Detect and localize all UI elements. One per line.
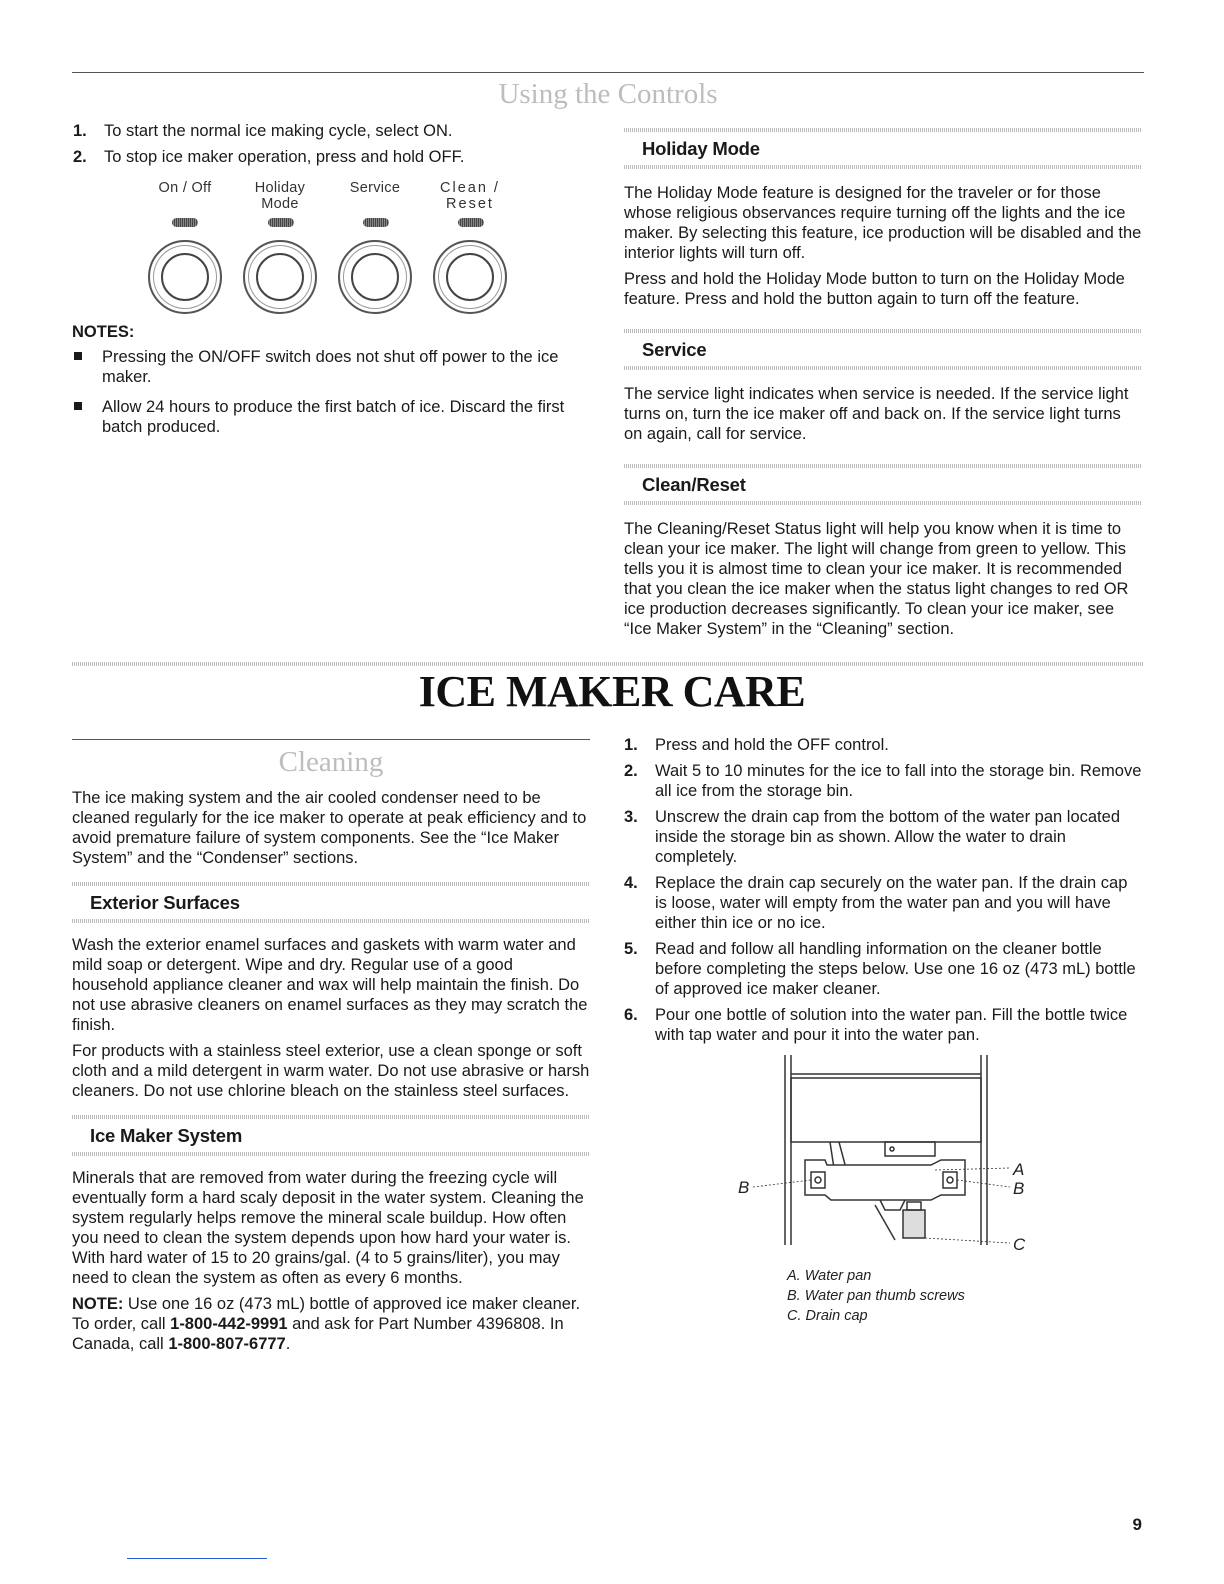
list-item: 2. Wait 5 to 10 minutes for the ice to fall into the storage bin. Remove all ice from the storage bin. bbox=[624, 762, 1142, 800]
controls-right-column bbox=[624, 128, 1142, 645]
notes-list bbox=[72, 347, 580, 447]
clean-reset-heading: Clean/Reset bbox=[642, 474, 746, 495]
controls-section-title: Using the Controls bbox=[498, 78, 718, 110]
list-item: 1. To start the normal ice making cycle, select ON. bbox=[73, 122, 453, 140]
on-off-label: On / Off bbox=[158, 180, 212, 196]
service-paragraph: The service light indicates when service is needed. If the service light turns on, turn the ice maker off and back on. If the service light turns on again, call for service. bbox=[624, 385, 1129, 443]
on-off-indicator-light bbox=[172, 218, 198, 227]
holiday-mode-heading: Holiday Mode bbox=[642, 138, 760, 159]
ice-maker-system-paragraph: Minerals that are removed from water during the freezing cycle will eventually form a hard scaly deposit in the water system. Cleaning the system regularly helps remove the mineral scale buildup. How often you need to clean the system depends upon how hard your water is. With hard water of 15 to 20 grains/gal. (4 to 5 grains/liter), you may need to clean the system as often as every 6 months. bbox=[72, 1169, 584, 1287]
list-item: 5. Read and follow all handling information on the cleaner bottle before completing the steps below. Use one 16 oz (473 mL) bottle of approved ice maker cleaner. bbox=[624, 940, 1136, 998]
clean-reset-label: Clean / Reset bbox=[440, 180, 500, 212]
clean-reset-button[interactable] bbox=[433, 240, 507, 314]
cleaning-steps bbox=[624, 735, 1142, 1051]
on-off-button[interactable] bbox=[148, 240, 222, 314]
holiday-mode-button[interactable] bbox=[243, 240, 317, 314]
water-pan-diagram bbox=[735, 1050, 1045, 1255]
caption-water-pan: A. Water pan bbox=[787, 1268, 872, 1284]
caption-thumb-screws: B. Water pan thumb screws bbox=[787, 1288, 965, 1304]
caption-drain-cap: C. Drain cap bbox=[787, 1308, 868, 1324]
service-button[interactable] bbox=[338, 240, 412, 314]
ice-maker-note-paragraph: NOTE: Use one 16 oz (473 mL) bottle of approved ice maker cleaner. To order, call 1-800-442-9991 and ask for Part Number 4396808. In Canada, call 1-800-807-6777. bbox=[72, 1295, 581, 1353]
ice-maker-system-heading: Ice Maker System bbox=[90, 1125, 243, 1146]
service-label: Service bbox=[349, 180, 401, 196]
holiday-mode-paragraph: The Holiday Mode feature is designed for the traveler or for those whose religious observances require turning off the lights and the ice maker. By selecting this feature, ice production will be disabled and the interior lights will turn off. bbox=[624, 184, 1142, 262]
section-divider bbox=[72, 662, 1144, 666]
holiday-mode-label: Holiday Mode bbox=[254, 180, 306, 212]
cleaning-section-title: Cleaning bbox=[278, 746, 384, 778]
diagram-label-a: A bbox=[1013, 1160, 1025, 1179]
list-item: 6. Pour one bottle of solution into the water pan. Fill the bottle twice with tap water and pour it into the water pan. bbox=[624, 1006, 1128, 1044]
cleaning-intro-paragraph: The ice making system and the air cooled condenser need to be cleaned regularly for the ice maker to operate at peak efficiency and to avoid premature failure of system components. See the “Ice Maker System” and the “Condenser” sections. bbox=[72, 789, 587, 867]
list-item: Pressing the ON/OFF switch does not shut off power to the ice maker. bbox=[72, 347, 580, 387]
list-item: 4. Replace the drain cap securely on the water pan. If the drain cap is loose, water will empty from the water pan and you will have either thin ice or no ice. bbox=[624, 874, 1128, 932]
controls-steps bbox=[73, 121, 593, 173]
top-rule bbox=[72, 72, 1144, 73]
service-heading: Service bbox=[642, 339, 707, 360]
diagram-captions bbox=[787, 1266, 965, 1326]
holiday-mode-paragraph: Press and hold the Holiday Mode button to turn on the Holiday Mode feature. Press and hold the button again to turn off the feature. bbox=[624, 270, 1125, 308]
clean-reset-indicator-light bbox=[458, 218, 484, 227]
exterior-paragraph: For products with a stainless steel exterior, use a clean sponge or soft cloth and a mild detergent in warm water. Do not use abrasive or harsh cleaners. Do not use chlorine bleach on the stainless steel surfaces. bbox=[72, 1042, 590, 1100]
holiday-mode-indicator-light bbox=[268, 218, 294, 227]
footer-rule bbox=[127, 1558, 267, 1559]
page-number: 9 bbox=[1132, 1515, 1142, 1534]
notes-label: NOTES: bbox=[72, 323, 135, 341]
list-item: Allow 24 hours to produce the first batch of ice. Discard the first batch produced. bbox=[72, 397, 580, 437]
exterior-surfaces-heading: Exterior Surfaces bbox=[90, 892, 240, 913]
diagram-label-c: C bbox=[1013, 1235, 1026, 1254]
clean-reset-paragraph: The Cleaning/Reset Status light will help you know when it is time to clean your ice maker. The light will change from green to yellow. This tells you it is almost time to clean your ice maker. It is recommended that you clean the ice maker when the status light changes to red OR ice production decreases significantly. To clean your ice maker, see “Ice Maker System” in the “Cleaning” section. bbox=[624, 520, 1129, 638]
diagram-label-b-left: B bbox=[738, 1178, 750, 1197]
phone-number-canada: 1-800-807-6777 bbox=[168, 1335, 286, 1353]
list-item: 1. Press and hold the OFF control. bbox=[624, 736, 889, 754]
phone-number: 1-800-442-9991 bbox=[170, 1315, 288, 1333]
cleaning-left-column bbox=[72, 788, 590, 1360]
service-indicator-light bbox=[363, 218, 389, 227]
list-item: 2. To stop ice maker operation, press and hold OFF. bbox=[73, 148, 465, 166]
list-item: 3. Unscrew the drain cap from the bottom of the water pan located inside the storage bin as shown. Allow the water to drain completely. bbox=[624, 808, 1120, 866]
exterior-paragraph: Wash the exterior enamel surfaces and gaskets with warm water and mild soap or detergent. Wipe and dry. Regular use of a good household appliance cleaner and wax will help maintain the finish. Do not use abrasive cleaners on enamel surfaces as they may scratch the finish. bbox=[72, 936, 588, 1034]
cleaning-rule bbox=[72, 739, 590, 740]
diagram-label-b-right: B bbox=[1013, 1179, 1025, 1198]
page-title: ICE MAKER CARE bbox=[418, 667, 806, 716]
